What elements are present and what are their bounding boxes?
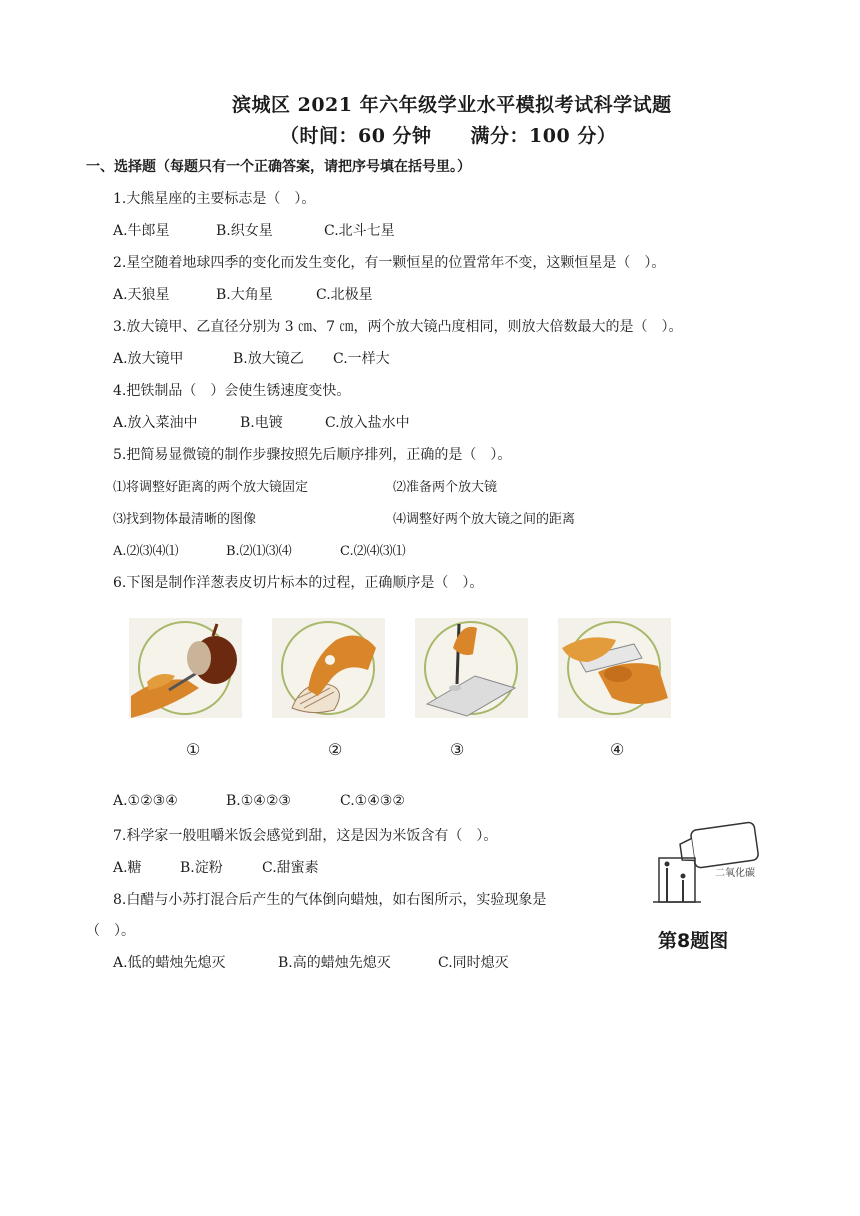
question-1-option-c: C.北斗七星 bbox=[324, 223, 395, 239]
question-1-option-a: A.牛郎星 bbox=[113, 223, 170, 239]
question-2-option-b: B.大角星 bbox=[216, 287, 273, 303]
exam-title: 滨城区 2021 年六年级学业水平模拟考试科学试题 bbox=[232, 94, 672, 116]
question-6-option-c: C.①④③② bbox=[340, 793, 405, 809]
question-8-figure bbox=[645, 818, 773, 914]
onion-peel-figure-1 bbox=[129, 618, 242, 718]
figure-label-3: ③ bbox=[450, 740, 465, 759]
question-3-stem: 3.放大镜甲、乙直径分别为 3 ㎝、7 ㎝，两个放大镜凸度相同，则放大倍数最大的是（ ）。 bbox=[113, 319, 683, 335]
question-3-option-c: C.一样大 bbox=[333, 351, 390, 367]
question-2-option-c: C.北极星 bbox=[316, 287, 373, 303]
exam-subtitle: （时间：60 分钟 满分：100 分） bbox=[280, 125, 617, 147]
question-8-option-c: C.同时熄灭 bbox=[438, 955, 509, 971]
question-5-option-c: C.⑵⑷⑶⑴ bbox=[340, 544, 406, 559]
question-8-option-a: A.低的蜡烛先熄灭 bbox=[113, 955, 226, 971]
question-4-stem: 4.把铁制品（ ）会使生锈速度变快。 bbox=[113, 383, 351, 399]
question-1-stem: 1.大熊星座的主要标志是（ ）。 bbox=[113, 191, 316, 207]
question-7-option-c: C.甜蜜素 bbox=[262, 860, 319, 876]
question-8-option-b: B.高的蜡烛先熄灭 bbox=[278, 955, 391, 971]
question-5-stem: 5.把简易显微镜的制作步骤按照先后顺序排列，正确的是（ ）。 bbox=[113, 447, 512, 463]
figure-label-2: ② bbox=[328, 740, 343, 759]
question-5-option-b: B.⑵⑴⑶⑷ bbox=[226, 544, 292, 559]
question-3-option-b: B.放大镜乙 bbox=[233, 351, 304, 367]
question-5-step-3: ⑶找到物体最清晰的图像 bbox=[113, 512, 257, 527]
figure-label-1: ① bbox=[186, 740, 201, 759]
question-8-stem-line1: 8.白醋与小苏打混合后产生的气体倒向蜡烛，如右图所示，实验现象是 bbox=[113, 892, 547, 908]
question-7-option-a: A.糖 bbox=[113, 860, 142, 876]
question-4-option-a: A.放入菜油中 bbox=[113, 415, 198, 431]
question-5-option-a: A.⑵⑶⑷⑴ bbox=[113, 544, 179, 559]
onion-peel-figure-2 bbox=[272, 618, 385, 718]
question-5-step-1: ⑴将调整好距离的两个放大镜固定 bbox=[113, 480, 309, 495]
question-6-option-a: A.①②③④ bbox=[113, 793, 178, 809]
question-4-option-c: C.放入盐水中 bbox=[325, 415, 410, 431]
question-8-figure-caption: 第8题图 bbox=[658, 930, 729, 952]
question-2-option-a: A.天狼星 bbox=[113, 287, 170, 303]
section-heading: 一、选择题（每题只有一个正确答案，请把序号填在括号里。） bbox=[86, 159, 471, 175]
question-5-step-4: ⑷调整好两个放大镜之间的距离 bbox=[393, 512, 576, 527]
question-1-option-b: B.织女星 bbox=[216, 223, 273, 239]
question-6-option-b: B.①④②③ bbox=[226, 793, 291, 809]
question-5-step-2: ⑵准备两个放大镜 bbox=[393, 480, 498, 495]
question-6-stem: 6.下图是制作洋葱表皮切片标本的过程，正确顺序是（ ）。 bbox=[113, 575, 484, 591]
question-3-option-a: A.放大镜甲 bbox=[113, 351, 184, 367]
question-8-stem-line2: （ ）。 bbox=[86, 923, 135, 939]
co2-text: 二氧化碳 bbox=[715, 868, 755, 879]
question-7-option-b: B.淀粉 bbox=[180, 860, 223, 876]
onion-peel-figure-3 bbox=[415, 618, 528, 718]
figure-label-4: ④ bbox=[610, 740, 625, 759]
question-2-stem: 2.星空随着地球四季的变化而发生变化，有一颗恒星的位置常年不变，这颗恒星是（ ）。 bbox=[113, 255, 666, 271]
question-4-option-b: B.电镀 bbox=[240, 415, 283, 431]
onion-peel-figure-4 bbox=[558, 618, 671, 718]
question-7-stem: 7.科学家一般咀嚼米饭会感觉到甜，这是因为米饭含有（ ）。 bbox=[113, 828, 498, 844]
